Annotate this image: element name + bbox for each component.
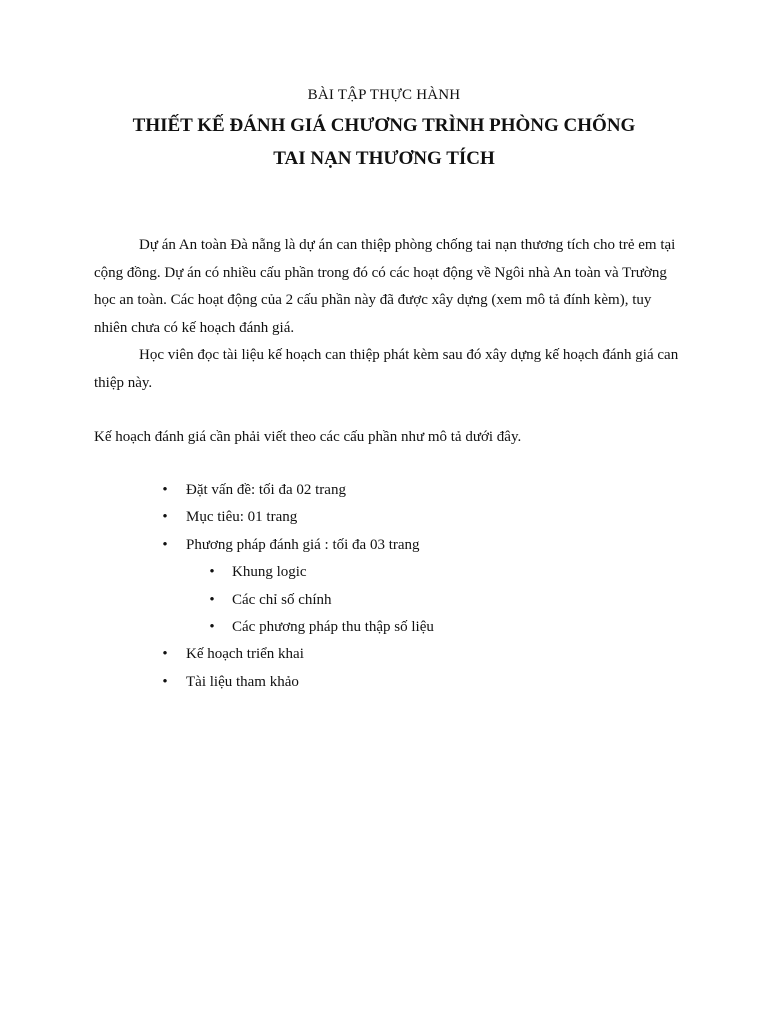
requirements-paragraph: Kế hoạch đánh giá cần phải viết theo các cấu phần như mô tả dưới đây.	[94, 429, 522, 445]
list-item	[0, 532, 768, 559]
sub-list-item	[0, 587, 768, 614]
list-item	[0, 669, 768, 696]
list-item-text: Tài liệu tham khảo	[186, 673, 299, 690]
bullet-icon: •	[162, 673, 168, 690]
list-item	[0, 504, 768, 531]
document-subtitle: BÀI TẬP THỰC HÀNH	[307, 87, 461, 103]
list-item-text: Các phương pháp thu thập số liệu	[232, 618, 434, 635]
intro-paragraph: Dự án An toàn Đà nẵng là dự án can thiệp phòng chống tai nạn thương tích cho trẻ em tại cộng đồng. Dự án có nhiều cấu phần trong đó có các hoạt động về Ngôi nhà An toàn và Trường học an toàn. Các hoạt động của 2 cấu phần này đã được xây dựng (xem mô tả đính kèm), tuy nhiên chưa có kế hoạch đánh giá.	[94, 237, 676, 336]
bullet-icon: •	[209, 564, 215, 581]
document-title-line-2: TAI NẠN THƯƠNG TÍCH	[273, 148, 495, 169]
instruction-paragraph: Học viên đọc tài liệu kế hoạch can thiệp phát kèm sau đó xây dựng kế hoạch đánh giá can thiệp này.	[94, 347, 679, 391]
bullet-icon: •	[162, 536, 168, 553]
document-title-line-1: THIẾT KẾ ĐÁNH GIÁ CHƯƠNG TRÌNH PHÒNG CHỐNG	[132, 115, 636, 136]
list-item-text: Mục tiêu: 01 trang	[186, 509, 298, 526]
list-item-text: Đặt vấn đề: tối đa 02 trang	[186, 482, 346, 498]
outline-list	[0, 477, 768, 696]
list-item-text: Các chỉ số chính	[232, 591, 332, 608]
bullet-icon: •	[162, 482, 168, 498]
list-item-text: Khung logic	[232, 564, 307, 581]
sub-list-item	[0, 559, 768, 586]
list-item-text: Phương pháp đánh giá : tối đa 03 trang	[186, 536, 420, 553]
list-item	[0, 641, 768, 668]
bullet-icon: •	[162, 646, 168, 663]
sub-list-item	[0, 614, 768, 641]
list-item-text: Kế hoạch triển khai	[186, 646, 304, 663]
bullet-icon: •	[209, 591, 215, 608]
list-item	[0, 477, 768, 504]
bullet-icon: •	[162, 509, 168, 526]
bullet-icon: •	[209, 618, 215, 635]
